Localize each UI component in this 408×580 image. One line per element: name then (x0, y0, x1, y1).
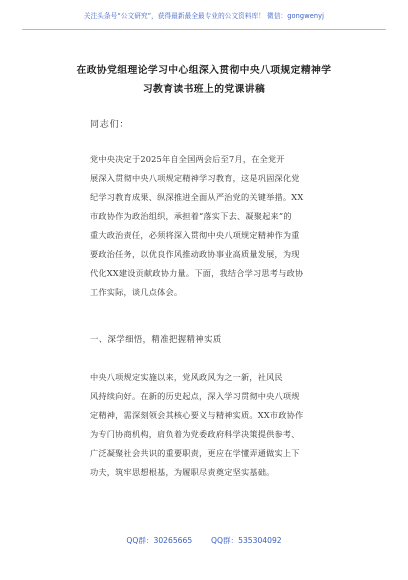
paragraph-line: 要政治任务，以优良作风推动政协事业高质量发展，为现 (90, 249, 300, 259)
footer-contact (0, 535, 408, 546)
paragraph-line: 纪学习教育成果、纵深推进全面从严治党的关键举措。XX (90, 192, 304, 202)
body-paragraph-intro (90, 150, 352, 302)
paragraph-line: 展深入贯彻中央八项规定精神学习教育，这是巩固深化党 (90, 173, 300, 183)
paragraph-line: 风持续向好。在新的历史起点，深入学习贯彻中央八项规 (90, 391, 300, 401)
document-title (40, 61, 368, 99)
paragraph-line: 工作实际，谈几点体会。 (90, 287, 183, 297)
section-heading-1: 一、深学细悟，精准把握精神实质 (90, 334, 222, 344)
header-promo-banner: 关注头条号“公文研究”，获得最新最全最专业的公文资料库！ 微信：gongwenyj (83, 12, 325, 20)
salutation: 同志们： (90, 120, 130, 130)
paragraph-line: 党中央决定于2025年自全国两会后至7月，在全党开 (90, 154, 285, 164)
paragraph-line: 功夫，筑牢思想根基，为履职尽责奠定坚实基础。 (90, 467, 275, 477)
footer-qq-group-2: QQ群：535304092 (211, 536, 282, 545)
document-title-line: 在政协党组理论学习中心组深入贯彻中央八项规定精神学 (76, 65, 332, 76)
paragraph-line: 代化XX建设贡献政协力量。下面，我结合学习思考与政协 (90, 268, 304, 278)
paragraph-line: 为专门协商机构，肩负着为党委政府科学决策提供参考、 (90, 429, 300, 439)
paragraph-line: 重大政治责任，必须将深入贯彻中央八项规定精神作为重 (90, 230, 300, 240)
paragraph-line: 市政协作为政治组织，承担着“落实下去、凝聚起来”的 (90, 211, 292, 221)
document-title-line: 习教育读书班上的党课讲稿 (142, 84, 266, 95)
body-paragraph-section-1 (90, 368, 352, 482)
paragraph-line: 广泛凝聚社会共识的重要职责，更应在学懂弄通做实上下 (90, 448, 300, 458)
footer-qq-group-1: QQ群：30265665 (126, 536, 193, 545)
header-divider (22, 29, 386, 30)
paragraph-line: 定精神，需深刻领会其核心要义与精神实质。XX市政协作 (90, 410, 304, 420)
paragraph-line: 中央八项规定实施以来，党风政风为之一新，社风民 (90, 372, 283, 382)
